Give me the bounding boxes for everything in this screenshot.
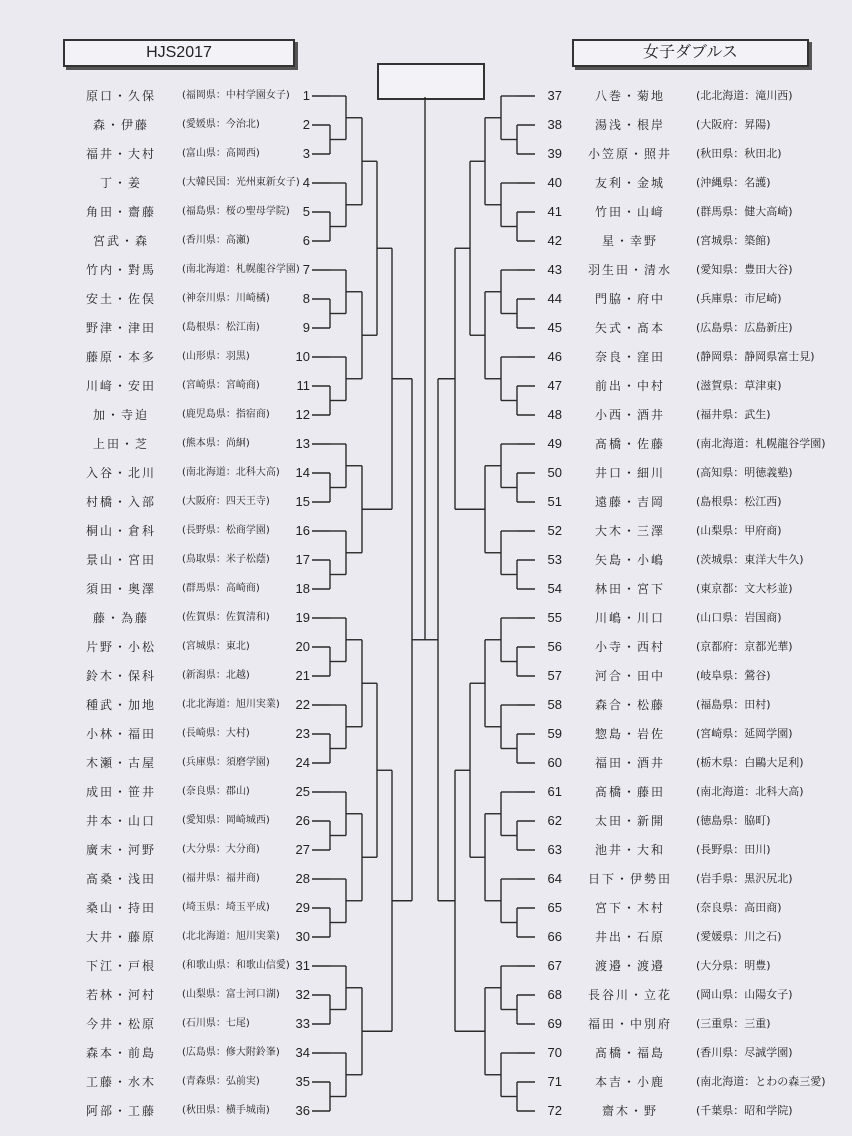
seed-number: 26 xyxy=(295,813,310,828)
player-names: 竹田・山﨑 xyxy=(594,205,665,219)
player-names: 工藤・水木 xyxy=(85,1075,156,1089)
player-names: 福井・大村 xyxy=(85,147,156,161)
seed-number: 70 xyxy=(547,1045,562,1060)
school-affiliation: (石川県：七尾) xyxy=(182,1018,250,1029)
seed-number: 71 xyxy=(547,1074,562,1089)
school-affiliation: (山梨県：富士河口湖) xyxy=(182,989,280,1000)
school-affiliation: (広島県：修大附鈴峯) xyxy=(182,1047,280,1058)
seed-number: 7 xyxy=(302,262,310,277)
school-affiliation: (愛媛県：川之石) xyxy=(696,930,782,943)
player-names: 川﨑・安田 xyxy=(85,379,156,393)
player-names: 竹内・對馬 xyxy=(85,263,156,277)
seed-number: 59 xyxy=(547,726,562,741)
seed-number: 39 xyxy=(547,146,562,161)
seed-number: 48 xyxy=(547,407,562,422)
school-affiliation: (大阪府：昇陽) xyxy=(696,118,771,131)
player-names: 八巻・菊地 xyxy=(594,89,665,103)
seed-number: 5 xyxy=(302,204,310,219)
seed-number: 24 xyxy=(295,755,310,770)
player-names: 大木・三澤 xyxy=(594,524,665,538)
seed-number: 41 xyxy=(547,204,562,219)
player-names: 長谷川・立花 xyxy=(587,988,672,1002)
player-names: 安土・佐俣 xyxy=(85,292,156,306)
school-affiliation: (沖縄県：名護) xyxy=(696,176,771,189)
seed-number: 66 xyxy=(547,929,562,944)
player-names: 太田・新開 xyxy=(594,814,665,828)
school-affiliation: (大阪府：四天王寺) xyxy=(182,496,270,507)
seed-number: 21 xyxy=(295,668,310,683)
school-affiliation: (香川県：尽誠学園) xyxy=(696,1046,793,1059)
school-affiliation: (南北海道：札幌龍谷学園) xyxy=(696,437,826,450)
school-affiliation: (福岡県：中村学園女子) xyxy=(182,90,290,101)
school-affiliation: (福井県：福井商) xyxy=(182,873,260,884)
player-names: 羽生田・清水 xyxy=(587,263,672,277)
player-names: 阿部・工藤 xyxy=(85,1104,156,1118)
seed-number: 10 xyxy=(295,349,310,364)
player-names: 須田・奥澤 xyxy=(85,582,156,596)
seed-number: 63 xyxy=(547,842,562,857)
seed-number: 47 xyxy=(547,378,562,393)
player-names: 小西・酒井 xyxy=(594,408,665,422)
player-names: 齋木・野 xyxy=(601,1104,658,1118)
school-affiliation: (兵庫県：須磨学園) xyxy=(182,757,270,768)
player-names: 入谷・北川 xyxy=(85,466,156,480)
school-affiliation: (宮城県：築館) xyxy=(696,234,771,247)
player-names: 福田・酒井 xyxy=(594,756,665,770)
player-names: 大井・藤原 xyxy=(85,930,156,944)
seed-number: 18 xyxy=(295,581,310,596)
seed-number: 64 xyxy=(547,871,562,886)
school-affiliation: (熊本県：尚絅) xyxy=(182,438,250,449)
player-names: 友利・金城 xyxy=(594,176,665,190)
seed-number: 14 xyxy=(295,465,310,480)
player-names: 髙橋・藤田 xyxy=(594,785,665,799)
player-names: 惣島・岩佐 xyxy=(594,727,665,741)
school-affiliation: (長野県：田川) xyxy=(696,843,771,856)
seed-number: 27 xyxy=(295,842,310,857)
school-affiliation: (福島県：桜の聖母学院) xyxy=(182,206,290,217)
school-affiliation: (宮崎県：宮崎商) xyxy=(182,380,260,391)
school-affiliation: (徳島県：脇町) xyxy=(696,814,771,827)
seed-number: 17 xyxy=(295,552,310,567)
seed-number: 9 xyxy=(302,320,310,335)
seed-number: 8 xyxy=(302,291,310,306)
seed-number: 36 xyxy=(295,1103,310,1118)
school-affiliation: (滋賀県：草津東) xyxy=(696,379,782,392)
school-affiliation: (北北海道：旭川実業) xyxy=(182,931,280,942)
seed-number: 35 xyxy=(295,1074,310,1089)
school-affiliation: (広島県：広島新庄) xyxy=(696,321,793,334)
player-names: 髙橋・佐藤 xyxy=(594,437,665,451)
school-affiliation: (南北海道：札幌龍谷学園) xyxy=(182,264,300,275)
school-affiliation: (北北海道：滝川西) xyxy=(696,89,793,102)
player-names: 原口・久保 xyxy=(85,89,156,103)
player-names: 上田・芝 xyxy=(92,437,149,451)
school-affiliation: (福島県：田村) xyxy=(696,698,771,711)
seed-number: 53 xyxy=(547,552,562,567)
school-affiliation: (香川県：高瀬) xyxy=(182,235,250,246)
seed-number: 20 xyxy=(295,639,310,654)
draw-title-left: HJS2017 xyxy=(63,39,295,67)
player-names: 門脇・府中 xyxy=(594,292,665,306)
seed-number: 61 xyxy=(547,784,562,799)
player-names: 藤原・本多 xyxy=(85,350,156,364)
player-names: 井出・石原 xyxy=(594,930,665,944)
seed-number: 44 xyxy=(547,291,562,306)
player-names: 矢島・小嶋 xyxy=(594,553,665,567)
player-names: 野津・津田 xyxy=(85,321,156,335)
player-names: 星・幸野 xyxy=(601,234,658,248)
school-affiliation: (奈良県：郡山) xyxy=(182,786,250,797)
seed-number: 19 xyxy=(295,610,310,625)
seed-number: 4 xyxy=(302,175,310,190)
player-names: 下江・戸根 xyxy=(85,959,156,973)
seed-number: 30 xyxy=(295,929,310,944)
school-affiliation: (秋田県：横手城南) xyxy=(182,1105,270,1116)
player-names: 井口・細川 xyxy=(594,466,665,480)
seed-number: 51 xyxy=(547,494,562,509)
school-affiliation: (秋田県：秋田北) xyxy=(696,147,782,160)
school-affiliation: (京都府：京都光華) xyxy=(696,640,793,653)
player-names: 髙橋・福島 xyxy=(594,1046,665,1060)
seed-number: 11 xyxy=(296,378,310,393)
school-affiliation: (青森県：弘前実) xyxy=(182,1076,260,1087)
seed-number: 3 xyxy=(302,146,310,161)
school-affiliation: (岡山県：山陽女子) xyxy=(696,988,793,1001)
seed-number: 31 xyxy=(295,958,310,973)
school-affiliation: (佐賀県：佐賀清和) xyxy=(182,612,270,623)
school-affiliation: (三重県：三重) xyxy=(696,1017,771,1030)
seed-number: 60 xyxy=(547,755,562,770)
school-affiliation: (兵庫県：市尼崎) xyxy=(696,292,782,305)
seed-number: 69 xyxy=(547,1016,562,1031)
school-affiliation: (鹿児島県：指宿商) xyxy=(182,409,270,420)
seed-number: 38 xyxy=(547,117,562,132)
player-names: 湯浅・根岸 xyxy=(594,118,665,132)
seed-number: 23 xyxy=(295,726,310,741)
player-names: 片野・小松 xyxy=(85,640,156,654)
school-affiliation: (島根県：松江西) xyxy=(696,495,782,508)
player-names: 村橋・入部 xyxy=(85,495,156,509)
player-names: 前出・中村 xyxy=(594,379,665,393)
seed-number: 65 xyxy=(547,900,562,915)
player-names: 桐山・倉科 xyxy=(85,524,156,538)
seed-number: 57 xyxy=(547,668,562,683)
player-names: 藤・為藤 xyxy=(92,611,149,625)
player-names: 小寺・西村 xyxy=(594,640,665,654)
player-names: 井本・山口 xyxy=(85,814,156,828)
school-affiliation: (宮城県：東北) xyxy=(182,641,250,652)
school-affiliation: (島根県：松江南) xyxy=(182,322,260,333)
player-names: 角田・齋藤 xyxy=(85,205,156,219)
player-names: 加・寺迫 xyxy=(92,408,149,422)
seed-number: 52 xyxy=(547,523,562,538)
seed-number: 54 xyxy=(547,581,562,596)
player-names: 成田・笹井 xyxy=(85,785,156,799)
player-names: 今井・松原 xyxy=(85,1017,156,1031)
seed-number: 37 xyxy=(547,88,562,103)
school-affiliation: (南北海道：北科大高) xyxy=(182,467,280,478)
school-affiliation: (宮崎県：延岡学園) xyxy=(696,727,793,740)
player-names: 河合・田中 xyxy=(594,669,665,683)
seed-number: 67 xyxy=(547,958,562,973)
player-names: 森・伊藤 xyxy=(92,118,149,132)
school-affiliation: (愛媛県：今治北) xyxy=(182,119,260,130)
player-names: 小林・福田 xyxy=(85,727,156,741)
school-affiliation: (和歌山県：和歌山信愛) xyxy=(182,960,290,971)
school-affiliation: (千葉県：昭和学院) xyxy=(696,1104,793,1117)
seed-number: 25 xyxy=(295,784,310,799)
player-names: 池井・大和 xyxy=(594,843,665,857)
player-names: 日下・伊勢田 xyxy=(587,872,672,886)
seed-number: 43 xyxy=(547,262,562,277)
player-names: 奈良・窪田 xyxy=(594,350,665,364)
seed-number: 1 xyxy=(302,88,310,103)
player-names: 景山・宮田 xyxy=(85,553,156,567)
player-names: 福田・中別府 xyxy=(587,1017,672,1031)
school-affiliation: (山口県：岩国商) xyxy=(696,611,782,624)
player-names: 丁・姜 xyxy=(99,176,142,190)
seed-number: 12 xyxy=(295,407,310,422)
seed-number: 55 xyxy=(547,610,562,625)
player-names: 森本・前島 xyxy=(85,1046,156,1060)
seed-number: 33 xyxy=(295,1016,310,1031)
seed-number: 50 xyxy=(547,465,562,480)
player-names: 川嶋・川口 xyxy=(594,611,665,625)
school-affiliation: (神奈川県：川崎橘) xyxy=(182,293,270,304)
school-affiliation: (鳥取県：米子松蔭) xyxy=(182,554,270,565)
seed-number: 32 xyxy=(295,987,310,1002)
player-names: 宮下・木村 xyxy=(594,901,665,915)
seed-number: 56 xyxy=(547,639,562,654)
player-names: 宮武・森 xyxy=(92,234,149,248)
player-names: 木瀬・古屋 xyxy=(85,756,156,770)
school-affiliation: (大韓民国：光州東新女子) xyxy=(182,177,300,188)
school-affiliation: (富山県：高岡西) xyxy=(182,148,260,159)
draw-title-right: 女子ダブルス xyxy=(572,39,809,67)
player-names: 矢式・髙本 xyxy=(594,321,665,335)
school-affiliation: (愛知県：豊田大谷) xyxy=(696,263,793,276)
player-names: 渡邉・渡邉 xyxy=(594,959,665,973)
seed-number: 45 xyxy=(547,320,562,335)
school-affiliation: (南北海道：北科大高) xyxy=(696,785,804,798)
school-affiliation: (栃木県：白鷗大足利) xyxy=(696,756,804,769)
school-affiliation: (新潟県：北越) xyxy=(182,670,250,681)
school-affiliation: (群馬県：高崎商) xyxy=(182,583,260,594)
school-affiliation: (大分県：大分商) xyxy=(182,844,260,855)
seed-number: 13 xyxy=(295,436,310,451)
seed-number: 16 xyxy=(295,523,310,538)
player-names: 鈴木・保科 xyxy=(85,669,156,683)
school-affiliation: (高知県：明徳義塾) xyxy=(696,466,793,479)
player-names: 本吉・小鹿 xyxy=(594,1075,665,1089)
player-names: 遠藤・吉岡 xyxy=(594,495,665,509)
school-affiliation: (長野県：松商学園) xyxy=(182,525,270,536)
school-affiliation: (茨城県：東洋大牛久) xyxy=(696,553,804,566)
seed-number: 68 xyxy=(547,987,562,1002)
school-affiliation: (愛知県：岡崎城西) xyxy=(182,815,270,826)
seed-number: 29 xyxy=(295,900,310,915)
seed-number: 22 xyxy=(295,697,310,712)
seed-number: 62 xyxy=(547,813,562,828)
player-names: 小笠原・照井 xyxy=(587,147,672,161)
player-names: 廣末・河野 xyxy=(85,843,156,857)
seed-number: 58 xyxy=(547,697,562,712)
seed-number: 40 xyxy=(547,175,562,190)
seed-number: 72 xyxy=(547,1103,562,1118)
school-affiliation: (山梨県：甲府商) xyxy=(696,524,782,537)
school-affiliation: (山形県：羽黒) xyxy=(182,351,250,362)
school-affiliation: (北北海道：旭川実業) xyxy=(182,699,280,710)
seed-number: 42 xyxy=(547,233,562,248)
seed-number: 2 xyxy=(302,117,310,132)
player-names: 種武・加地 xyxy=(85,698,156,712)
school-affiliation: (群馬県：健大高崎) xyxy=(696,205,793,218)
seed-number: 49 xyxy=(547,436,562,451)
school-affiliation: (奈良県：高田商) xyxy=(696,901,782,914)
school-affiliation: (大分県：明豊) xyxy=(696,959,771,972)
school-affiliation: (福井県：武生) xyxy=(696,408,771,421)
school-affiliation: (岐阜県：鶯谷) xyxy=(696,669,771,682)
school-affiliation: (長崎県：大村) xyxy=(182,728,250,739)
school-affiliation: (東京都：文大杉並) xyxy=(696,582,793,595)
school-affiliation: (埼玉県：埼玉平成) xyxy=(182,902,270,913)
seed-number: 28 xyxy=(295,871,310,886)
player-names: 林田・宮下 xyxy=(594,582,665,596)
school-affiliation: (岩手県：黒沢尻北) xyxy=(696,872,793,885)
school-affiliation: (静岡県：静岡県富士見) xyxy=(696,350,815,363)
player-names: 森合・松藤 xyxy=(594,698,665,712)
player-names: 桑山・持田 xyxy=(85,901,156,915)
player-names: 髙桑・浅田 xyxy=(85,872,156,886)
school-affiliation: (南北海道：とわの森三愛) xyxy=(696,1075,826,1088)
player-names: 若林・河村 xyxy=(85,988,156,1002)
seed-number: 15 xyxy=(295,494,310,509)
seed-number: 46 xyxy=(547,349,562,364)
seed-number: 6 xyxy=(302,233,310,248)
seed-number: 34 xyxy=(295,1045,310,1060)
